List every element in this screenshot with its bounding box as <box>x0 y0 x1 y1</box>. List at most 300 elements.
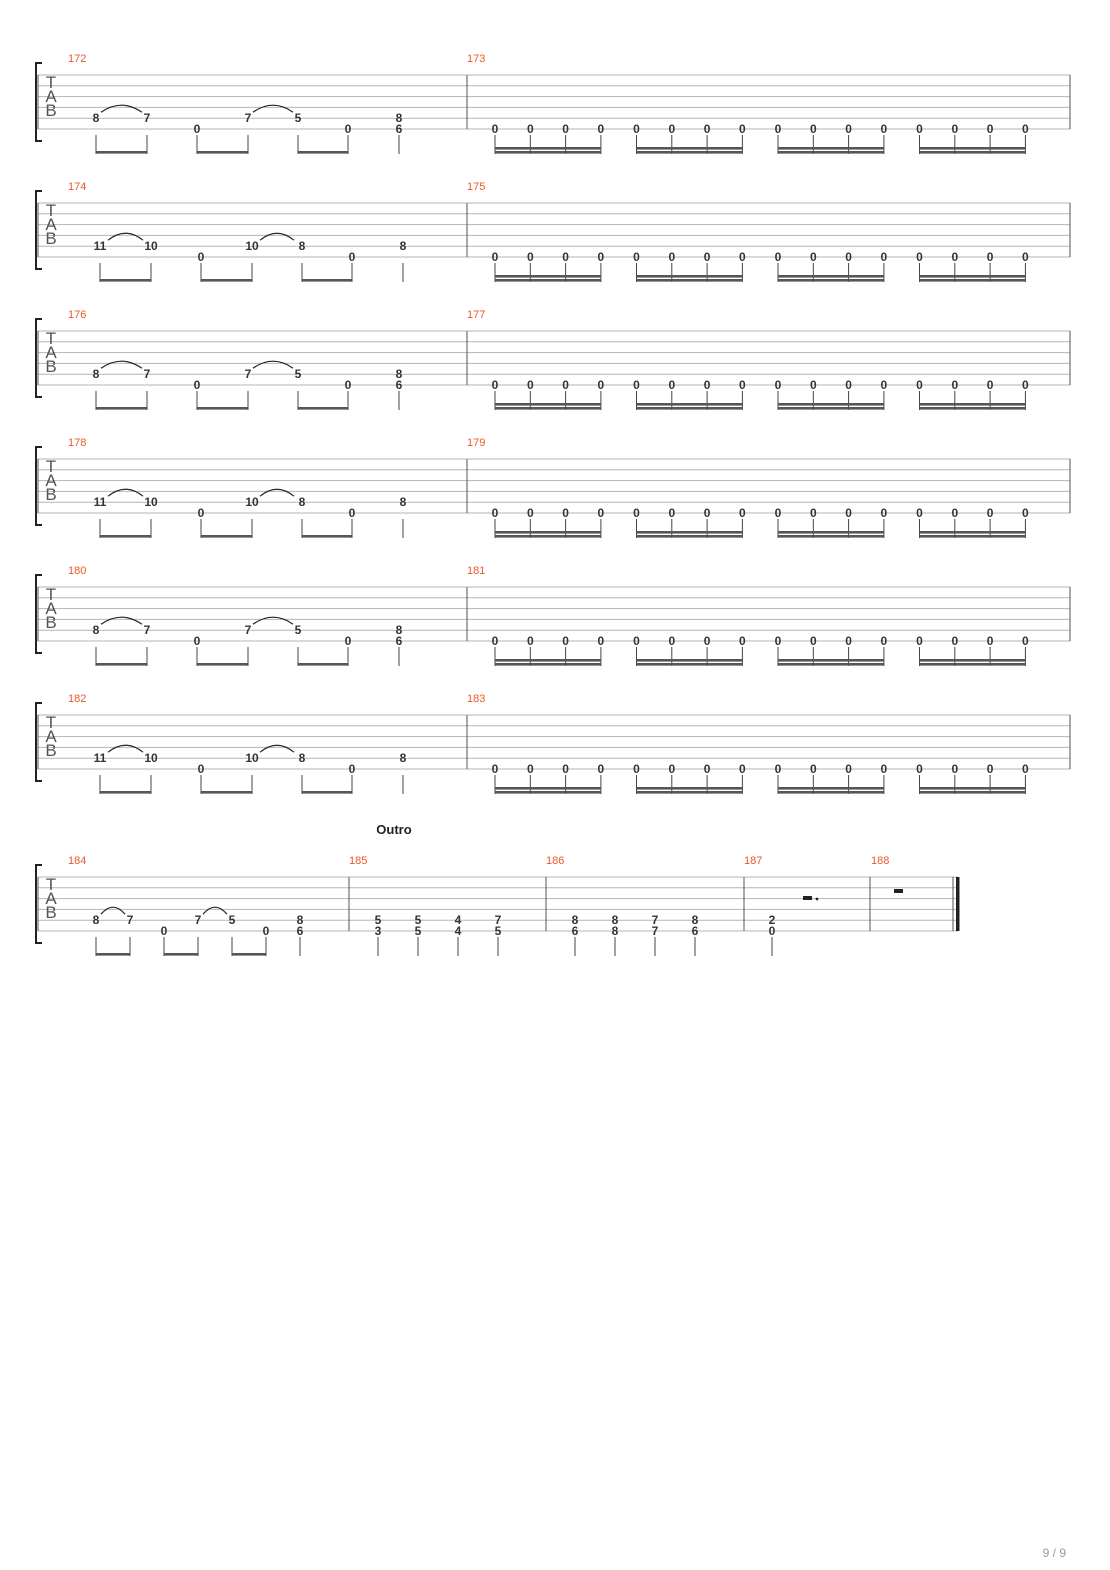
tab-system <box>36 565 1070 666</box>
note-beam <box>96 663 147 666</box>
fret-number: 5 <box>374 913 382 928</box>
fret-number: 0 <box>986 506 994 520</box>
fret-number: 5 <box>228 913 236 928</box>
fret-number: 8 <box>399 751 407 766</box>
fret-number: 0 <box>809 762 817 776</box>
fret-number: 0 <box>986 378 994 392</box>
tie-slur <box>101 907 125 914</box>
fret-number: 8 <box>395 111 403 126</box>
measure-number: 185 <box>349 855 368 867</box>
note-beam <box>778 403 884 406</box>
note-beam <box>100 279 151 282</box>
fret-number: 11 <box>93 751 107 766</box>
note-beam <box>302 279 352 282</box>
fret-number: 0 <box>633 122 640 136</box>
fret-number: 8 <box>611 913 619 928</box>
fret-number: 0 <box>916 250 923 264</box>
fret-number: 0 <box>845 378 852 392</box>
fret-number: 0 <box>160 924 168 938</box>
note-beam <box>920 151 1026 154</box>
measure-number: 186 <box>546 855 565 867</box>
fret-number: 0 <box>1022 250 1029 264</box>
tab-clef-b: B <box>45 741 57 760</box>
fret-number: 0 <box>774 122 782 136</box>
note-beam <box>96 151 147 154</box>
fret-number: 10 <box>245 239 259 254</box>
tab-system <box>36 437 1070 538</box>
fret-number: 0 <box>1022 762 1029 776</box>
fret-number: 7 <box>143 623 151 638</box>
note-beam <box>495 147 601 150</box>
tie-slur <box>101 617 142 624</box>
fret-number: 0 <box>197 250 205 264</box>
note-beam <box>637 147 743 150</box>
fret-number: 0 <box>774 762 782 776</box>
note-beam <box>778 787 884 790</box>
fret-number: 10 <box>144 239 158 254</box>
fret-number: 8 <box>395 367 403 382</box>
measure-number: 173 <box>467 53 486 65</box>
measure-number: 178 <box>68 437 87 449</box>
note-beam <box>637 659 743 662</box>
fret-number: 0 <box>197 762 205 776</box>
fret-number: 7 <box>143 111 151 126</box>
measure-number: 172 <box>68 53 87 65</box>
note-beam <box>778 147 884 150</box>
fret-number: 0 <box>526 250 534 264</box>
fret-number: 6 <box>691 924 699 938</box>
fret-number: 0 <box>562 122 569 136</box>
note-beam <box>778 151 884 154</box>
fret-number: 0 <box>193 378 201 392</box>
note-beam <box>298 407 348 410</box>
fret-number: 0 <box>739 506 746 520</box>
fret-number: 8 <box>399 495 407 510</box>
fret-number: 8 <box>395 623 403 638</box>
fret-number: 0 <box>703 250 711 264</box>
fret-number: 5 <box>294 367 302 382</box>
fret-number: 0 <box>491 378 499 392</box>
tab-clef-b: B <box>45 485 57 504</box>
fret-number: 7 <box>244 367 252 382</box>
fret-number: 0 <box>809 634 817 648</box>
fret-number: 3 <box>374 924 382 938</box>
fret-number: 8 <box>298 751 306 766</box>
fret-number: 0 <box>344 122 352 136</box>
fret-number: 0 <box>491 634 499 648</box>
fret-number: 0 <box>597 250 605 264</box>
measure-number: 179 <box>467 437 486 449</box>
fret-number: 10 <box>144 495 158 510</box>
fret-number: 0 <box>562 250 569 264</box>
tie-slur <box>108 489 143 496</box>
tab-system <box>36 309 1070 410</box>
fret-number: 6 <box>395 634 403 648</box>
tab-clef-a: A <box>45 87 57 106</box>
note-beam <box>495 791 601 794</box>
fret-number: 0 <box>562 634 569 648</box>
fret-number: 0 <box>348 762 356 776</box>
fret-number: 0 <box>597 634 605 648</box>
note-beam <box>920 403 1026 406</box>
tab-system <box>36 53 1070 154</box>
fret-number: 5 <box>294 111 302 126</box>
fret-number: 0 <box>986 762 994 776</box>
fret-number: 0 <box>951 250 959 264</box>
fret-number: 0 <box>809 250 817 264</box>
fret-number: 0 <box>916 122 923 136</box>
tie-slur <box>101 105 142 112</box>
tie-slur <box>253 617 293 624</box>
note-beam <box>100 791 151 794</box>
note-beam <box>637 663 743 666</box>
fret-number: 0 <box>951 378 959 392</box>
note-beam <box>920 659 1026 662</box>
fret-number: 0 <box>951 762 959 776</box>
fret-number: 5 <box>414 913 422 928</box>
note-beam <box>637 403 743 406</box>
measure-number: 177 <box>467 309 486 321</box>
note-beam <box>920 279 1026 282</box>
note-beam <box>637 787 743 790</box>
note-beam <box>637 535 743 538</box>
note-beam <box>197 407 248 410</box>
fret-number: 8 <box>611 924 619 938</box>
note-beam <box>778 663 884 666</box>
fret-number: 6 <box>395 122 403 136</box>
note-beam <box>920 407 1026 410</box>
fret-number: 0 <box>668 122 676 136</box>
fret-number: 0 <box>633 378 640 392</box>
fret-number: 0 <box>1022 634 1029 648</box>
fret-number: 0 <box>491 122 499 136</box>
fret-number: 8 <box>399 239 407 254</box>
fret-number: 5 <box>494 924 502 938</box>
tab-clef-a: A <box>45 599 57 618</box>
fret-number: 0 <box>845 634 852 648</box>
measure-number: 180 <box>68 565 87 577</box>
fret-number: 8 <box>296 913 304 928</box>
note-beam <box>637 151 743 154</box>
fret-number: 0 <box>986 250 994 264</box>
note-beam <box>197 151 248 154</box>
fret-number: 0 <box>668 762 676 776</box>
fret-number: 7 <box>126 913 134 928</box>
section-label-outro: Outro <box>376 822 412 837</box>
fret-number: 10 <box>245 495 259 510</box>
fret-number: 0 <box>1022 378 1029 392</box>
tab-clef-t: T <box>45 457 57 476</box>
note-beam <box>302 535 352 538</box>
fret-number: 0 <box>809 378 817 392</box>
note-beam <box>298 663 348 666</box>
fret-number: 4 <box>454 913 462 928</box>
note-beam <box>778 659 884 662</box>
fret-number: 0 <box>739 250 746 264</box>
fret-number: 0 <box>668 506 676 520</box>
note-beam <box>637 407 743 410</box>
fret-number: 11 <box>93 495 107 510</box>
note-beam <box>96 407 147 410</box>
fret-number: 0 <box>491 762 499 776</box>
fret-number: 0 <box>916 634 923 648</box>
fret-number: 0 <box>986 122 994 136</box>
tab-clef-t: T <box>45 875 57 894</box>
fret-number: 0 <box>774 378 782 392</box>
fret-number: 2 <box>768 913 776 928</box>
measure-number: 184 <box>68 855 87 867</box>
measure-number: 175 <box>467 181 486 193</box>
fret-number: 8 <box>92 913 100 928</box>
note-beam <box>164 953 198 956</box>
fret-number: 0 <box>344 378 352 392</box>
outro-system <box>36 822 960 956</box>
rest-dot <box>816 898 819 901</box>
fret-number: 7 <box>651 913 659 928</box>
note-beam <box>96 953 130 956</box>
note-beam <box>495 787 601 790</box>
fret-number: 8 <box>92 623 100 638</box>
fret-number: 0 <box>774 250 782 264</box>
note-beam <box>778 535 884 538</box>
fret-number: 0 <box>526 762 534 776</box>
fret-number: 11 <box>93 239 107 254</box>
note-beam <box>100 535 151 538</box>
fret-number: 0 <box>739 122 746 136</box>
fret-number: 0 <box>739 762 746 776</box>
fret-number: 0 <box>633 506 640 520</box>
fret-number: 0 <box>880 250 888 264</box>
note-beam <box>920 535 1026 538</box>
tie-slur <box>101 361 142 368</box>
note-beam <box>920 787 1026 790</box>
tie-slur <box>260 489 294 496</box>
fret-number: 4 <box>454 924 462 938</box>
tie-slur <box>260 745 294 752</box>
note-beam <box>495 535 601 538</box>
fret-number: 0 <box>597 506 605 520</box>
note-beam <box>495 407 601 410</box>
fret-number: 0 <box>703 506 711 520</box>
fret-number: 0 <box>845 506 852 520</box>
tab-clef-a: A <box>45 889 57 908</box>
note-beam <box>778 407 884 410</box>
rest-block <box>894 889 903 893</box>
fret-number: 7 <box>244 111 252 126</box>
note-beam <box>778 791 884 794</box>
fret-number: 0 <box>562 506 569 520</box>
tie-slur <box>108 745 143 752</box>
dotted-half-rest <box>803 896 818 900</box>
fret-number: 7 <box>194 913 202 928</box>
fret-number: 0 <box>562 378 569 392</box>
note-beam <box>302 791 352 794</box>
tie-slur <box>203 907 227 914</box>
fret-number: 0 <box>845 762 852 776</box>
fret-number: 0 <box>916 762 923 776</box>
note-beam <box>637 279 743 282</box>
fret-number: 0 <box>703 762 711 776</box>
fret-number: 6 <box>571 924 579 938</box>
fret-number: 8 <box>298 239 306 254</box>
fret-number: 0 <box>1022 122 1029 136</box>
fret-number: 0 <box>526 378 534 392</box>
fret-number: 0 <box>633 762 640 776</box>
note-beam <box>920 791 1026 794</box>
fret-number: 0 <box>739 634 746 648</box>
fret-number: 0 <box>668 378 676 392</box>
fret-number: 0 <box>633 634 640 648</box>
note-beam <box>637 791 743 794</box>
tab-clef-a: A <box>45 727 57 746</box>
tie-slur <box>108 233 143 240</box>
fret-number: 0 <box>774 634 782 648</box>
fret-number: 0 <box>348 250 356 264</box>
fret-number: 0 <box>491 250 499 264</box>
fret-number: 0 <box>880 506 888 520</box>
fret-number: 0 <box>344 634 352 648</box>
fret-number: 0 <box>809 506 817 520</box>
fret-number: 8 <box>298 495 306 510</box>
fret-number: 0 <box>880 378 888 392</box>
measure-number: 188 <box>871 855 890 867</box>
note-beam <box>637 531 743 534</box>
note-beam <box>920 147 1026 150</box>
fret-number: 0 <box>774 506 782 520</box>
half-rest <box>894 889 903 893</box>
rest-block <box>803 896 812 900</box>
fret-number: 10 <box>245 751 259 766</box>
tab-clef-t: T <box>45 329 57 348</box>
note-beam <box>201 535 252 538</box>
fret-number: 0 <box>526 122 534 136</box>
note-beam <box>920 275 1026 278</box>
fret-number: 0 <box>597 762 605 776</box>
tab-clef-b: B <box>45 229 57 248</box>
fret-number: 7 <box>244 623 252 638</box>
fret-number: 7 <box>494 913 502 928</box>
note-beam <box>495 275 601 278</box>
fret-number: 0 <box>880 634 888 648</box>
note-beam <box>495 531 601 534</box>
fret-number: 0 <box>768 924 776 938</box>
fret-number: 6 <box>395 378 403 392</box>
fret-number: 0 <box>845 250 852 264</box>
tab-clef-t: T <box>45 201 57 220</box>
fret-number: 7 <box>143 367 151 382</box>
tab-clef-b: B <box>45 101 57 120</box>
tab-clef-t: T <box>45 73 57 92</box>
note-beam <box>201 791 252 794</box>
note-beam <box>298 151 348 154</box>
fret-number: 0 <box>703 378 711 392</box>
fret-number: 0 <box>348 506 356 520</box>
note-beam <box>495 151 601 154</box>
fret-number: 10 <box>144 751 158 766</box>
fret-number: 0 <box>197 506 205 520</box>
fret-number: 0 <box>916 378 923 392</box>
tab-clef-b: B <box>45 903 57 922</box>
fret-number: 0 <box>880 762 888 776</box>
page-indicator: 9 / 9 <box>1042 1546 1066 1560</box>
note-beam <box>637 275 743 278</box>
measure-number: 182 <box>68 693 87 705</box>
fret-number: 0 <box>193 634 201 648</box>
note-beam <box>495 659 601 662</box>
note-beam <box>778 279 884 282</box>
note-beam <box>197 663 248 666</box>
tab-clef-b: B <box>45 357 57 376</box>
note-beam <box>778 275 884 278</box>
fret-number: 0 <box>703 634 711 648</box>
tab-clef-b: B <box>45 613 57 632</box>
note-beam <box>778 531 884 534</box>
tab-clef-t: T <box>45 585 57 604</box>
fret-number: 0 <box>633 250 640 264</box>
fret-number: 0 <box>193 122 201 136</box>
fret-number: 0 <box>526 634 534 648</box>
fret-number: 0 <box>668 634 676 648</box>
tie-slur <box>253 361 293 368</box>
fret-number: 0 <box>986 634 994 648</box>
fret-number: 0 <box>262 924 270 938</box>
fret-number: 5 <box>294 623 302 638</box>
note-beam <box>201 279 252 282</box>
fret-number: 0 <box>809 122 817 136</box>
measure-number: 174 <box>68 181 87 193</box>
tab-clef-a: A <box>45 471 57 490</box>
measure-number: 187 <box>744 855 763 867</box>
tab-clef-a: A <box>45 215 57 234</box>
tab-clef-t: T <box>45 713 57 732</box>
measure-number: 181 <box>467 565 486 577</box>
note-beam <box>232 953 266 956</box>
note-beam <box>495 403 601 406</box>
fret-number: 8 <box>571 913 579 928</box>
fret-number: 0 <box>597 378 605 392</box>
measure-number: 183 <box>467 693 486 705</box>
note-beam <box>920 663 1026 666</box>
fret-number: 8 <box>691 913 699 928</box>
tie-slur <box>253 105 293 112</box>
fret-number: 0 <box>845 122 852 136</box>
final-barline-thick <box>956 877 960 931</box>
fret-number: 0 <box>1022 506 1029 520</box>
fret-number: 8 <box>92 111 100 126</box>
tab-clef-a: A <box>45 343 57 362</box>
tab-system <box>36 693 1070 794</box>
measure-number: 176 <box>68 309 87 321</box>
fret-number: 0 <box>951 634 959 648</box>
fret-number: 0 <box>562 762 569 776</box>
fret-number: 0 <box>951 122 959 136</box>
fret-number: 0 <box>526 506 534 520</box>
note-beam <box>495 663 601 666</box>
fret-number: 0 <box>951 506 959 520</box>
fret-number: 7 <box>651 924 659 938</box>
fret-number: 0 <box>668 250 676 264</box>
fret-number: 5 <box>414 924 422 938</box>
fret-number: 0 <box>703 122 711 136</box>
fret-number: 0 <box>739 378 746 392</box>
note-beam <box>920 531 1026 534</box>
fret-number: 8 <box>92 367 100 382</box>
fret-number: 0 <box>916 506 923 520</box>
fret-number: 0 <box>491 506 499 520</box>
note-beam <box>495 279 601 282</box>
tab-system <box>36 181 1070 282</box>
fret-number: 0 <box>880 122 888 136</box>
